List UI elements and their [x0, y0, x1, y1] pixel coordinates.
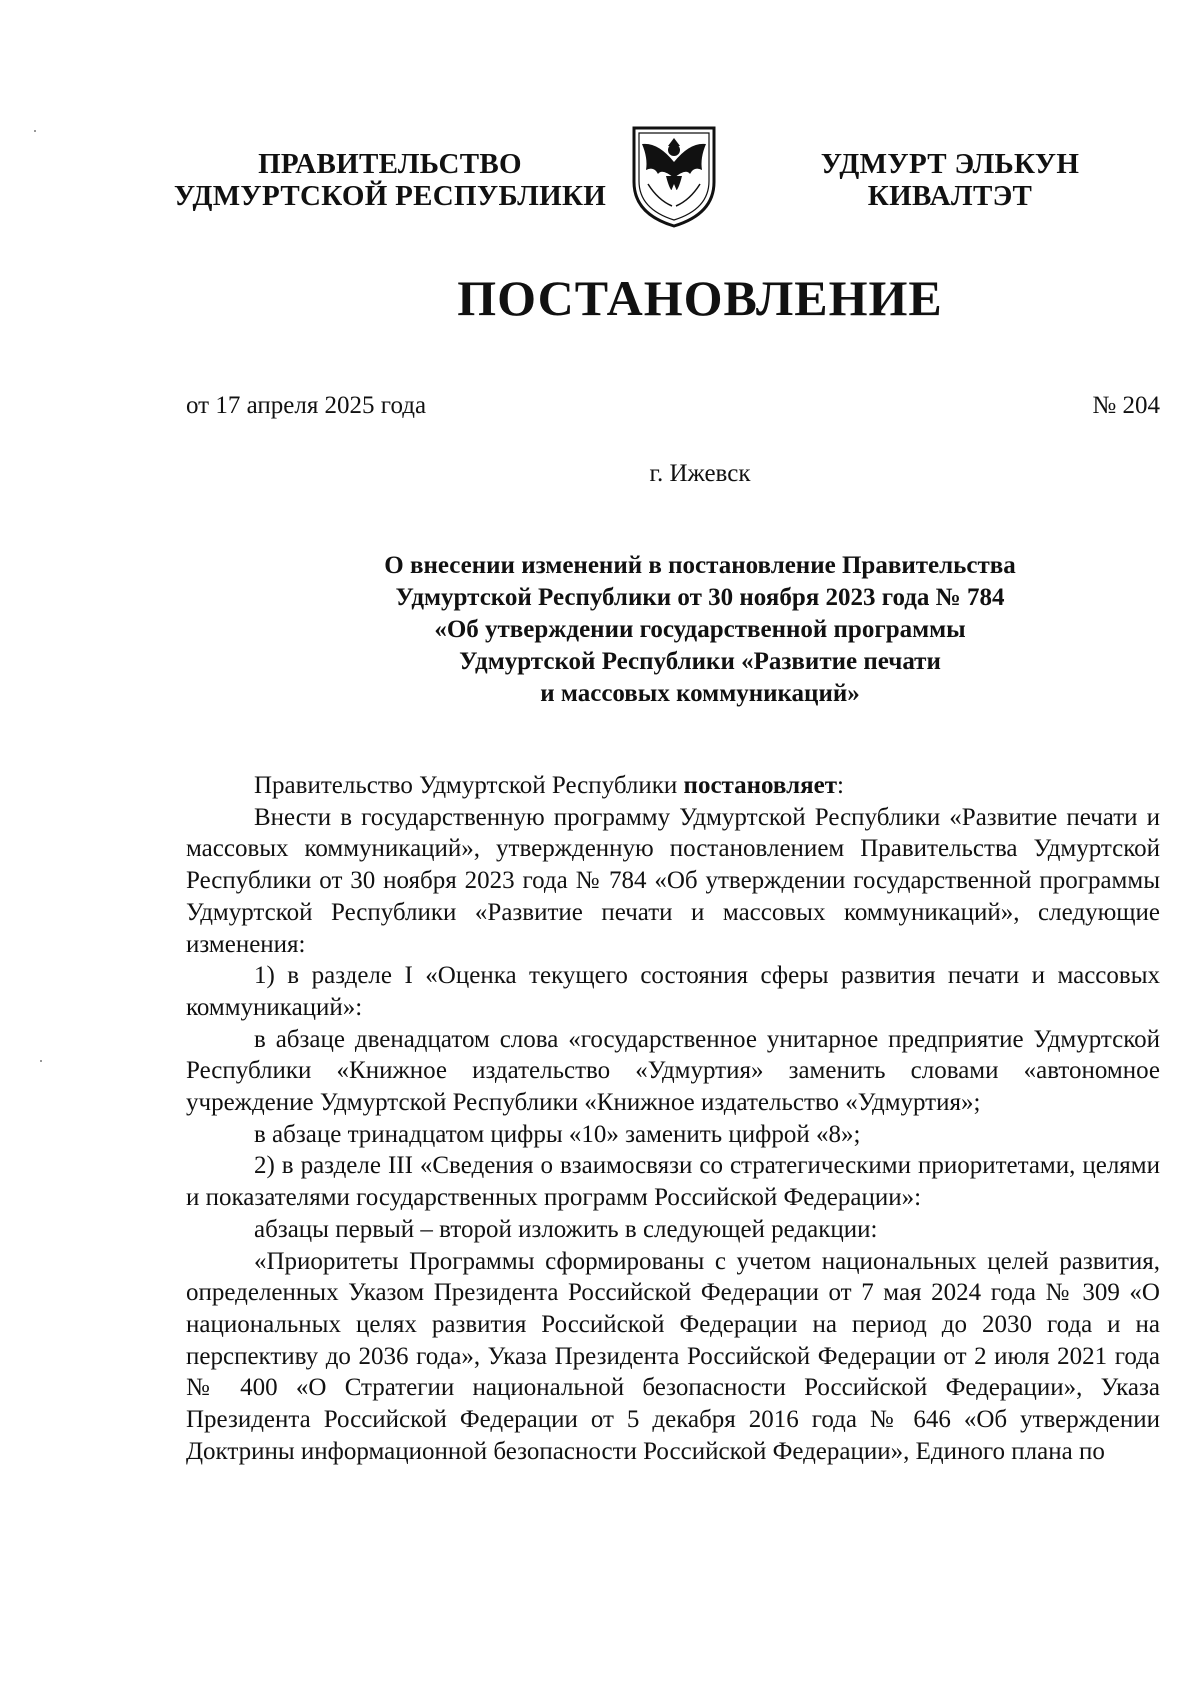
body-paragraph: в абзаце тринадцатом цифры «10» заменить цифрой «8»;	[254, 1120, 861, 1148]
document-title: ПОСТАНОВЛЕНИЕ	[457, 270, 943, 326]
body-paragraph: в абзаце двенадцатом слова «государственное унитарное предприятие Удмуртской Республики «Книжное издательство «Удмуртия» заменить словами «автономное учреждение Удмуртской Республики «Книжное издательство «Удмуртия»;	[186, 1025, 1160, 1117]
document-date: от 17 апреля 2025 года	[186, 392, 427, 419]
subject-line: Удмуртской Республики «Развитие печати	[459, 648, 941, 675]
document-city: г. Ижевск	[649, 460, 751, 487]
intro-verb: постановляет	[683, 772, 838, 799]
scan-artifact	[34, 130, 36, 132]
subject-line: «Об утверждении государственной программы	[434, 616, 966, 643]
header-right-line2: КИВАЛТЭТ	[867, 180, 1033, 212]
intro-paragraph	[186, 770, 1160, 802]
intro-colon: :	[837, 772, 844, 799]
header-left	[170, 148, 610, 212]
document-subject	[290, 550, 1110, 710]
subject-line: Удмуртской Республики от 30 ноября 2023 года № 784	[395, 584, 1005, 611]
header-left-line1: ПРАВИТЕЛЬСТВО	[258, 148, 522, 180]
document-number: № 204	[1092, 392, 1160, 419]
header-left-line2: УДМУРТСКОЙ РЕСПУБЛИКИ	[173, 180, 607, 212]
header-right	[810, 148, 1090, 212]
body-paragraph: 1) в разделе I «Оценка текущего состояния сферы развития печати и массовых коммуникаций»:	[186, 962, 1160, 1021]
body-paragraph: «Приоритеты Программы сформированы с учетом национальных целей развития, определенных Указом Президента Российской Федерации от 7 мая 2024 года № 309 «О национальных целях развития Российской Федерации на период до 2030 года и на перспективу до 2036 года», Указа Президента Российской Федерации от 2 июля 2021 года № 400 «О Стратегии национальной безопасности Российской Федерации», Указа Президента Российской Федерации от 5 декабря 2016 года № 646 «Об утверждении Доктрины информационной безопасности Российской Федерации», Единого плана по	[186, 1247, 1160, 1465]
body-paragraph: 2) в разделе III «Сведения о взаимосвязи со стратегическими приоритетами, целями и показателями государственных программ Российской Федерации»:	[186, 1152, 1160, 1212]
subject-line: и массовых коммуникаций»	[540, 680, 860, 707]
scan-artifact	[40, 1060, 42, 1062]
intro-text: Правительство Удмуртской Республики	[254, 772, 684, 799]
document-body	[186, 770, 1160, 1467]
body-paragraph: Внести в государственную программу Удмуртской Республики «Развитие печати и массовых коммуникаций», утвержденную постановлением Правительства Удмуртской Республики от 30 ноября 2023 года № 784 «Об утверждении государственной программы Удмуртской Республики «Развитие печати и массовых коммуникаций», следующие изменения:	[186, 803, 1160, 958]
coat-of-arms-icon	[628, 122, 720, 230]
header-right-line1: УДМУРТ ЭЛЬКУН	[820, 148, 1080, 180]
subject-line: О внесении изменений в постановление Правительства	[384, 552, 1016, 579]
body-paragraph: абзацы первый – второй изложить в следующей редакции:	[254, 1215, 878, 1243]
